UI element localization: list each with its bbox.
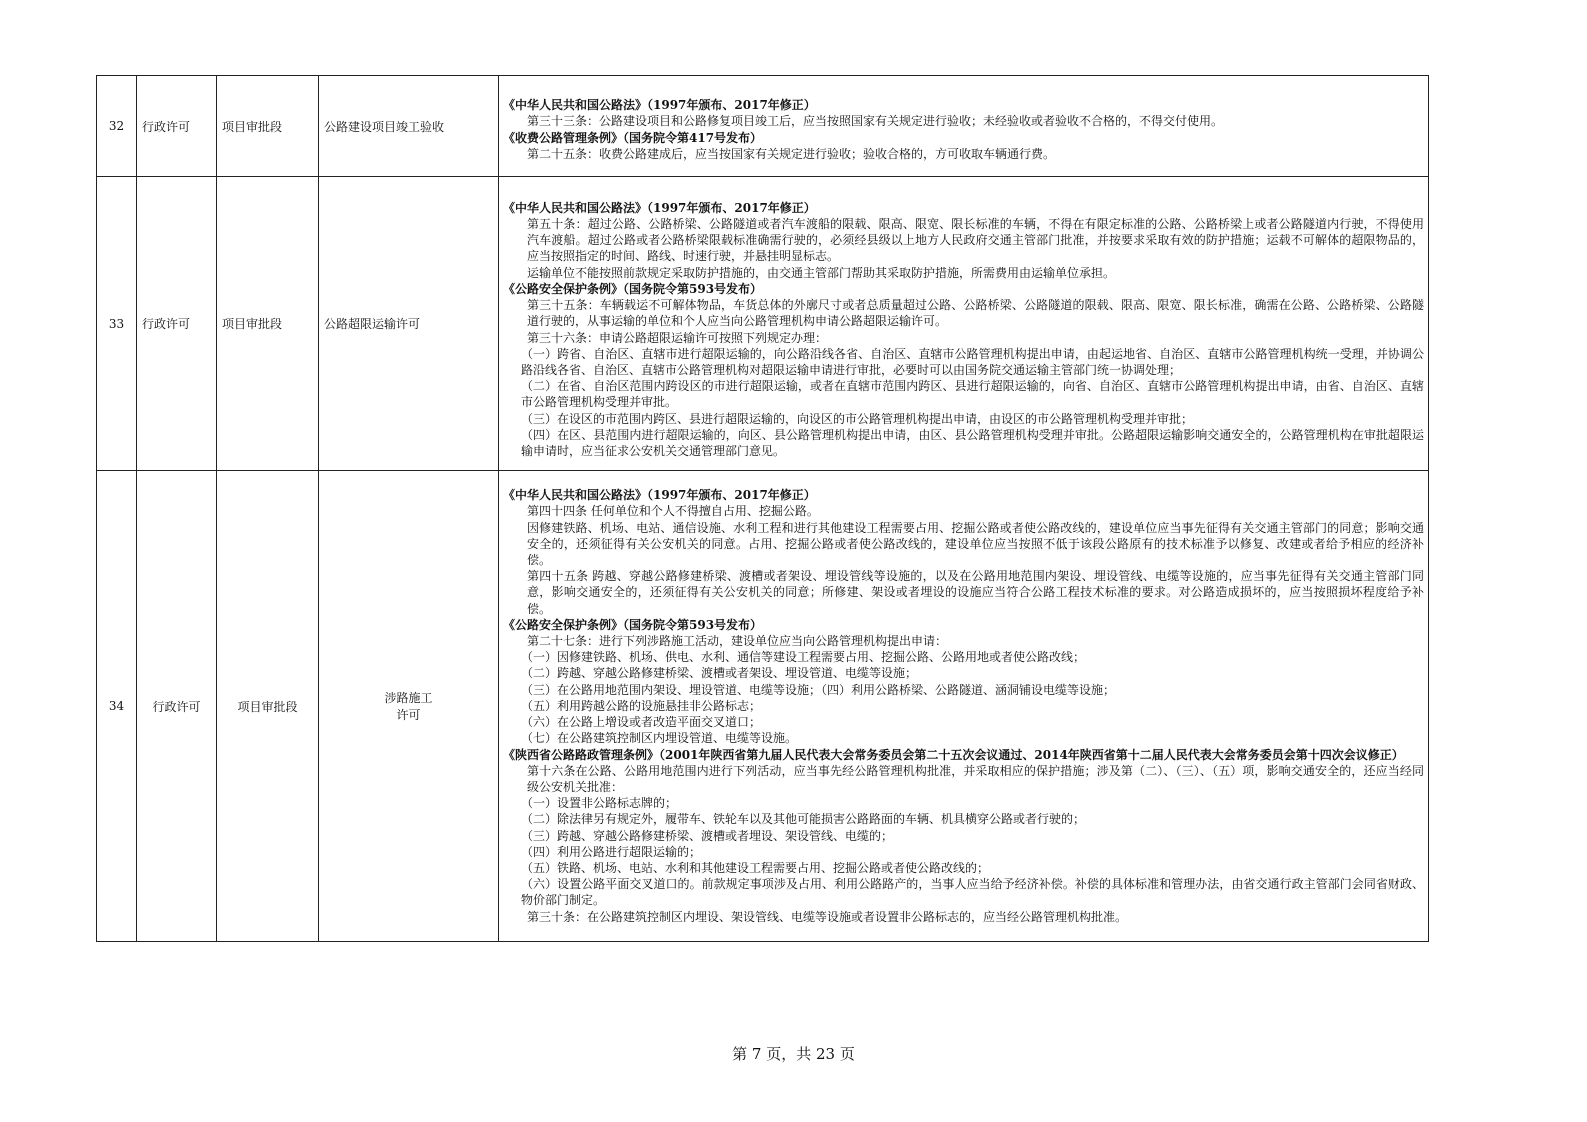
law-clause-item: （五）铁路、机场、电站、水利和其他建设工程需要占用、挖掘公路或者使公路改线的； [521, 860, 990, 875]
approval-stage: 项目审批段 [217, 177, 319, 471]
approval-stage: 项目审批段 [217, 76, 319, 177]
law-clause-item: （四）利用公路进行超限运输的； [521, 844, 702, 859]
law-clause-item: （五）利用跨越公路的设施悬挂非公路标志； [521, 698, 762, 713]
permit-item: 公路建设项目竣工验收 [319, 76, 499, 177]
permit-item: 公路超限运输许可 [319, 177, 499, 471]
law-article: 第五十条：超过公路、公路桥梁、公路隧道或者汽车渡船的限载、限高、限宽、限长标准的车辆，不得在有限定标准的公路、公路桥梁上或者公路隧道内行驶，不得使用汽车渡船。超过公路或者公路桥梁限载标准确需行驶的，必须经县级以上地方人民政府交通主管部门批准，并按要求采取有效的防护措施；运载不可解体的超限物品的，应当按照指定的时间、路线、时速行驶，并悬挂明显标志。 [527, 217, 1424, 264]
law-clause-item: （二）除法律另有规定外，履带车、铁轮车以及其他可能损害公路路面的车辆、机具横穿公路或者行驶的； [521, 812, 1086, 827]
law-clause-item: （三）在公路用地范围内架设、埋设管道、电缆等设施；（四）利用公路桥梁、公路隧道、涵洞铺设电缆等设施； [521, 682, 1116, 697]
legal-basis [499, 471, 1429, 942]
law-article: 第三十五条：车辆载运不可解体物品，车货总体的外廓尺寸或者总质量超过公路、公路桥梁、公路隧道的限载、限高、限宽、限长标准，确需在公路、公路桥梁、公路隧道行驶的，从事运输的单位和个人应当向公路管理机构申请公路超限运输许可。 [527, 298, 1424, 329]
table-row [97, 471, 1429, 942]
permit-type: 行政许可 [137, 177, 217, 471]
basis-container [503, 487, 1424, 924]
law-article: 第四十四条 任何单位和个人不得擅自占用、挖掘公路。 [527, 504, 819, 519]
law-article: 第二十七条：进行下列涉路施工活动，建设单位应当向公路管理机构提出申请： [527, 634, 948, 649]
permit-table [96, 75, 1429, 942]
table-row [97, 76, 1429, 177]
law-clause-item: （一）跨省、自治区、直辖市进行超限运输的，向公路沿线各省、自治区、直辖市公路管理机构提出申请，由起运地省、自治区、直辖市公路管理机构统一受理，并协调公路沿线各省、自治区、直辖市公路管理机构对超限运输申请进行审批，必要时可以由国务院交通运输主管部门统一协调处理； [521, 346, 1424, 377]
legal-basis [499, 76, 1429, 177]
law-clause-item: （六）设置公路平面交叉道口的。前款规定事项涉及占用、利用公路路产的，当事人应当给予经济补偿。补偿的具体标准和管理办法，由省交通行政主管部门会同省财政、物价部门制定。 [521, 877, 1424, 908]
law-clause-item: （三）在设区的市范围内跨区、县进行超限运输的，向设区的市公路管理机构提出申请，由设区的市公路管理机构受理并审批； [521, 411, 1194, 426]
law-article: 第二十五条：收费公路建成后，应当按国家有关规定进行验收；验收合格的，方可收取车辆通行费。 [527, 146, 1056, 161]
legal-basis [499, 177, 1429, 471]
law-title: 《公路安全保护条例》（国务院令第593号发布） [503, 617, 763, 632]
law-clause-item: （二）跨越、穿越公路修建桥梁、渡槽或者架设、埋设管道、电缆等设施； [521, 666, 918, 681]
permit-item-line: 许可 [396, 708, 421, 722]
permit-item-line: 涉路施工 [384, 691, 433, 705]
law-clause-item: （六）在公路上增设或者改造平面交叉道口； [521, 715, 762, 730]
row-number: 34 [97, 471, 137, 942]
law-clause-item: （四）在区、县范围内进行超限运输的，向区、县公路管理机构提出申请，由区、县公路管理机构受理并审批。公路超限运输影响交通安全的，公路管理机构在审批超限运输申请时，应当征求公安机关交通管理部门意见。 [521, 427, 1424, 458]
basis-container [503, 188, 1424, 459]
row-number: 33 [97, 177, 137, 471]
permit-type: 行政许可 [137, 76, 217, 177]
law-article: 第三十条：在公路建筑控制区内埋设、架设管线、电缆等设施或者设置非公路标志的，应当经公路管理机构批准。 [527, 909, 1128, 924]
law-clause-item: （七）在公路建筑控制区内埋设管道、电缆等设施。 [521, 731, 798, 746]
law-clause-item: （三）跨越、穿越公路修建桥梁、渡槽或者埋设、架设管线、电缆的； [521, 828, 894, 843]
law-clause-item: （一）设置非公路标志牌的； [521, 796, 678, 811]
basis-container [503, 90, 1424, 162]
law-article: 第十六条在公路、公路用地范围内进行下列活动，应当事先经公路管理机构批准，并采取相应的保护措施；涉及第（二）、（三）、（五）项，影响交通安全的，还应当经同级公安机关批准： [527, 763, 1424, 794]
permit-type: 行政许可 [137, 471, 217, 942]
law-title: 《中华人民共和国公路法》（1997年颁布、2017年修正） [503, 488, 816, 503]
page-footer: 第 7 页，共 23 页 [732, 1045, 855, 1063]
law-article: 第三十六条：申请公路超限运输许可按照下列规定办理： [527, 330, 828, 345]
law-clause-item: （二）在省、自治区范围内跨设区的市进行超限运输，或者在直辖市范围内跨区、县进行超限运输的，向省、自治区、直辖市公路管理机构提出申请，由省、自治区、直辖市公路管理机构受理并审批。 [521, 379, 1424, 410]
law-title: 《收费公路管理条例》（国务院令第417号发布） [503, 130, 763, 145]
law-clause-item: （一）因修建铁路、机场、供电、水利、通信等建设工程需要占用、挖掘公路、公路用地或者使公路改线； [521, 650, 1086, 665]
table-row [97, 177, 1429, 471]
law-article: 因修建铁路、机场、电站、通信设施、水利工程和进行其他建设工程需要占用、挖掘公路或者使公路改线的，建设单位应当事先征得有关交通主管部门的同意；影响交通安全的，还须征得有关公安机关的同意。占用、挖掘公路或者使公路改线的，建设单位应当按照不低于该段公路原有的技术标准予以修复、改建或者给予相应的经济补偿。 [527, 520, 1424, 568]
row-number: 32 [97, 76, 137, 177]
law-title: 《陕西省公路路政管理条例》（2001年陕西省第九届人民代表大会常务委员会第二十五次会议通过、2014年陕西省第十二届人民代表大会常务委员会第十四次会议修正） [503, 747, 1404, 762]
law-title: 《中华人民共和国公路法》（1997年颁布、2017年修正） [503, 98, 816, 113]
approval-stage: 项目审批段 [217, 471, 319, 942]
law-article: 第三十三条：公路建设项目和公路修复项目竣工后，应当按照国家有关规定进行验收；未经验收或者验收不合格的，不得交付使用。 [527, 114, 1224, 129]
law-article: 运输单位不能按照前款规定采取防护措施的，由交通主管部门帮助其采取防护措施，所需费用由运输单位承担。 [527, 265, 1116, 280]
permit-item [319, 471, 499, 942]
law-article: 第四十五条 跨越、穿越公路修建桥梁、渡槽或者架设、埋设管线等设施的，以及在公路用地范围内架设、埋设管线、电缆等设施的，应当事先征得有关交通主管部门同意，影响交通安全的，还须征得有关公安机关的同意；所修建、架设或者埋设的设施应当符合公路工程技术标准的要求。对公路造成损坏的，应当按照损坏程度给予补偿。 [527, 569, 1424, 616]
law-title: 《中华人民共和国公路法》（1997年颁布、2017年修正） [503, 200, 816, 215]
law-title: 《公路安全保护条例》（国务院令第593号发布） [503, 281, 763, 296]
